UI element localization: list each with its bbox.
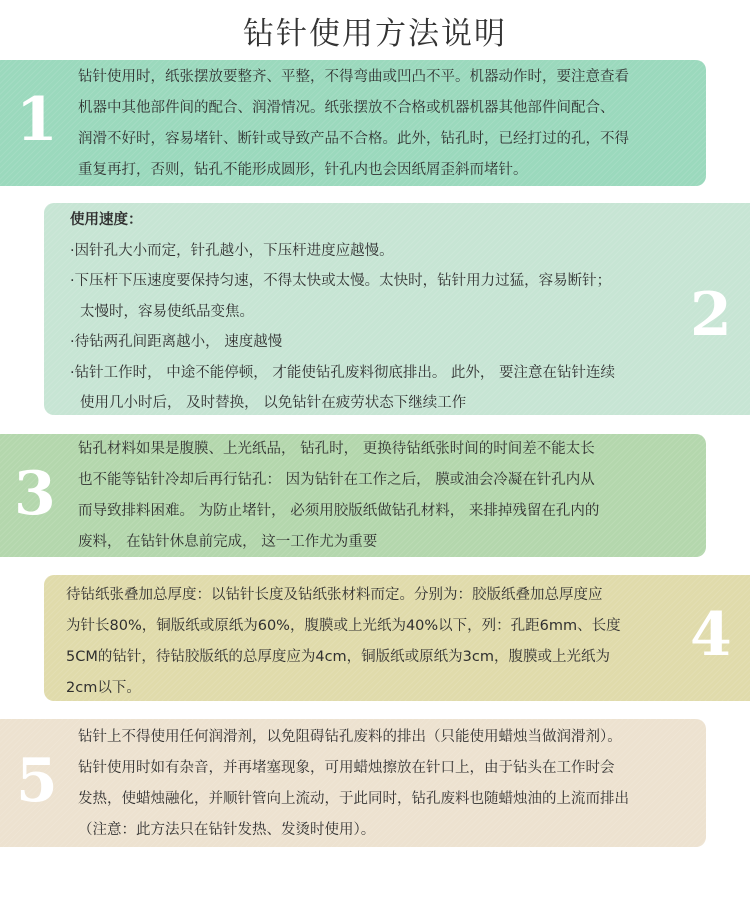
section-1-text [78, 62, 629, 186]
text-line: （注意：此方法只在钻针发热、发烫时使用）。 [78, 822, 376, 838]
text-line: 润滑不好时，容易堵针、断针或导致产品不合格。此外，钻孔时，已经打过的孔，不得 [78, 131, 629, 147]
section-4-text [66, 580, 621, 704]
text-line: 5CM的钻针，待钻胶版纸的总厚度应为4cm，铜版纸或原纸为3cm，腹膜或上光纸为 [66, 649, 611, 665]
section-number-4: 4 [690, 600, 732, 670]
text-line: 钻针使用时如有杂音，并再堵塞现象，可用蜡烛擦放在针口上，由于钻头在工作时会 [78, 760, 615, 776]
text-line: 重复再打，否则，钻孔不能形成圆形，针孔内也会因纸屑歪斜而堵针。 [78, 162, 528, 178]
bullet-item: ·待钻两孔间距离越小， 速度越慢 [70, 334, 283, 350]
section-5-text [78, 722, 629, 846]
bullet-item: ·因针孔大小而定，针孔越小，下压杆进度应越慢。 [70, 242, 394, 259]
bullet-item-continuation: 太慢时，容易使纸品变焦。 [80, 303, 254, 320]
bullet-item-continuation: 使用几小时后， 及时替换， 以免钻针在疲劳状态下继续工作 [80, 395, 467, 411]
section-number-5: 5 [16, 746, 58, 816]
section-2-text [70, 205, 615, 419]
section-number-2: 2 [690, 280, 732, 350]
section-2-panel [44, 203, 750, 415]
text-line: 钻孔材料如果是腹膜、上光纸品， 钻孔时， 更换待钻纸张时间的时间差不能太长 [78, 441, 595, 457]
text-line: 而导致排料困难。 为防止堵针， 必须用胶版纸做钻孔材料， 来排掉残留在孔内的 [78, 503, 600, 519]
section-number-1: 1 [16, 85, 58, 155]
section-heading: 使用速度： [70, 212, 143, 228]
text-line: 为针长80%，铜版纸或原纸为60%，腹膜或上光纸为40%以下，列：孔距6mm、长度 [66, 618, 621, 634]
text-line: 废料， 在钻针休息前完成， 这一工作尤为重要 [78, 534, 378, 550]
page-title: 钻针使用方法说明 [243, 16, 507, 52]
text-line: 机器中其他部件间的配合、润滑情况。纸张摆放不合格或机器机器其他部件间配合、 [78, 100, 615, 116]
section-3-panel [0, 434, 706, 557]
text-line: 待钻纸张叠加总厚度：以钻针长度及钻纸张材料而定。分别为：胶版纸叠加总厚度应 [66, 587, 603, 603]
section-1-panel [0, 60, 706, 186]
section-4-panel [44, 575, 750, 701]
text-line: 发热，使蜡烛融化，并顺针管向上流动，于此同时，钻孔废料也随蜡烛油的上流而排出 [78, 791, 629, 807]
text-line: 钻针上不得使用任何润滑剂，以免阻碍钻孔废料的排出（只能使用蜡烛当做润滑剂）。 [78, 729, 622, 745]
bullet-item: ·下压杆下压速度要保持匀速，不得太快或太慢。太快时，钻针用力过猛，容易断针； [70, 273, 612, 289]
text-line: 也不能等钻针冷却后再行钻孔： 因为钻针在工作之后， 膜或油会冷凝在针孔内从 [78, 472, 595, 488]
text-line: 钻针使用时，纸张摆放要整齐、平整，不得弯曲或凹凸不平。机器动作时，要注意查看 [78, 69, 629, 85]
section-3-text [78, 434, 599, 558]
section-number-3: 3 [14, 459, 56, 529]
text-line: 2cm以下。 [66, 680, 141, 696]
section-5-panel [0, 719, 706, 847]
bullet-item: ·钻针工作时， 中途不能停顿， 才能使钻孔废料彻底排出。 此外， 要注意在钻针连续 [70, 364, 616, 381]
